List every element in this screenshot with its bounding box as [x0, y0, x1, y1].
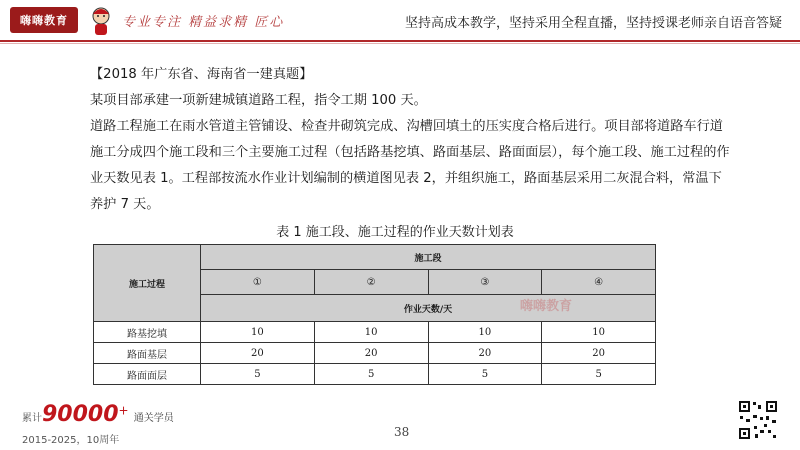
- segment-4: ④: [542, 270, 656, 295]
- row-name: 路面基层: [94, 343, 201, 364]
- table-row: [94, 322, 656, 343]
- cell-value: 10: [428, 322, 542, 343]
- brand-logo-text: 嗨嗨教育: [20, 14, 68, 27]
- segment-1: ①: [201, 270, 315, 295]
- cell-value: 5: [428, 364, 542, 385]
- stat-prefix: 累计: [22, 413, 42, 424]
- qr-code-icon[interactable]: [738, 400, 778, 440]
- question-text: [90, 62, 730, 218]
- header-divider: [0, 40, 800, 42]
- segment-header: 施工段: [201, 245, 656, 270]
- schedule-table: [93, 244, 656, 385]
- row-name: 路基挖填: [94, 322, 201, 343]
- footer-stats: [22, 402, 174, 427]
- table-title: 表 1 施工段、施工过程的作业天数计划表: [276, 225, 514, 240]
- cell-value: 5: [314, 364, 428, 385]
- process-header: 施工过程: [94, 245, 201, 322]
- segment-2: ②: [314, 270, 428, 295]
- stat-number: 90000: [42, 402, 119, 427]
- days-header: 作业天数/天: [201, 295, 656, 322]
- cell-value: 10: [314, 322, 428, 343]
- stat-suffix: 通关学员: [133, 413, 174, 424]
- cell-value: 10: [542, 322, 656, 343]
- cell-value: 20: [428, 343, 542, 364]
- question-paragraph: 道路工程施工在雨水管道主管铺设、检查井砌筑完成、沟槽回填土的压实度合格后进行。项目部将道路车行道施工分成四个施工段和三个主要施工过程（包括路基挖填、路面基层、路面面层），每个施工段、施工过程的作业天数见表 1。工程部按流水作业计划编制的横道图见表 2，并组织施工，路面基层采用二灰混合料，常温下养护 7 天。: [90, 119, 730, 212]
- segment-3: ③: [428, 270, 542, 295]
- table-row: [94, 364, 656, 385]
- page-number: 38: [394, 425, 410, 439]
- stat-plus: +: [118, 403, 129, 418]
- header-motto: 坚持高成本教学，坚持采用全程直播，坚持授课老师亲自语音答疑: [404, 16, 782, 31]
- cell-value: 5: [201, 364, 315, 385]
- row-name: 路面面层: [94, 364, 201, 385]
- question-line-1: 某项目部承建一项新建城镇道路工程，指令工期 100 天。: [90, 93, 427, 108]
- anniversary-text: 2015-2025，10周年: [22, 435, 120, 446]
- cell-value: 10: [201, 322, 315, 343]
- script-slogan: 专业专注 精益求精 匠心: [122, 15, 285, 30]
- header-bar: [0, 0, 800, 40]
- header-divider-thin: [0, 43, 800, 44]
- brand-logo[interactable]: [10, 7, 78, 33]
- question-heading: 【2018 年广东省、海南省一建真题】: [90, 67, 313, 82]
- cell-value: 5: [542, 364, 656, 385]
- cell-value: 20: [542, 343, 656, 364]
- watermark-logo: 嗨嗨教育: [520, 299, 573, 314]
- mascot-icon: [84, 4, 118, 38]
- table-row: [94, 343, 656, 364]
- cell-value: 20: [314, 343, 428, 364]
- cell-value: 20: [201, 343, 315, 364]
